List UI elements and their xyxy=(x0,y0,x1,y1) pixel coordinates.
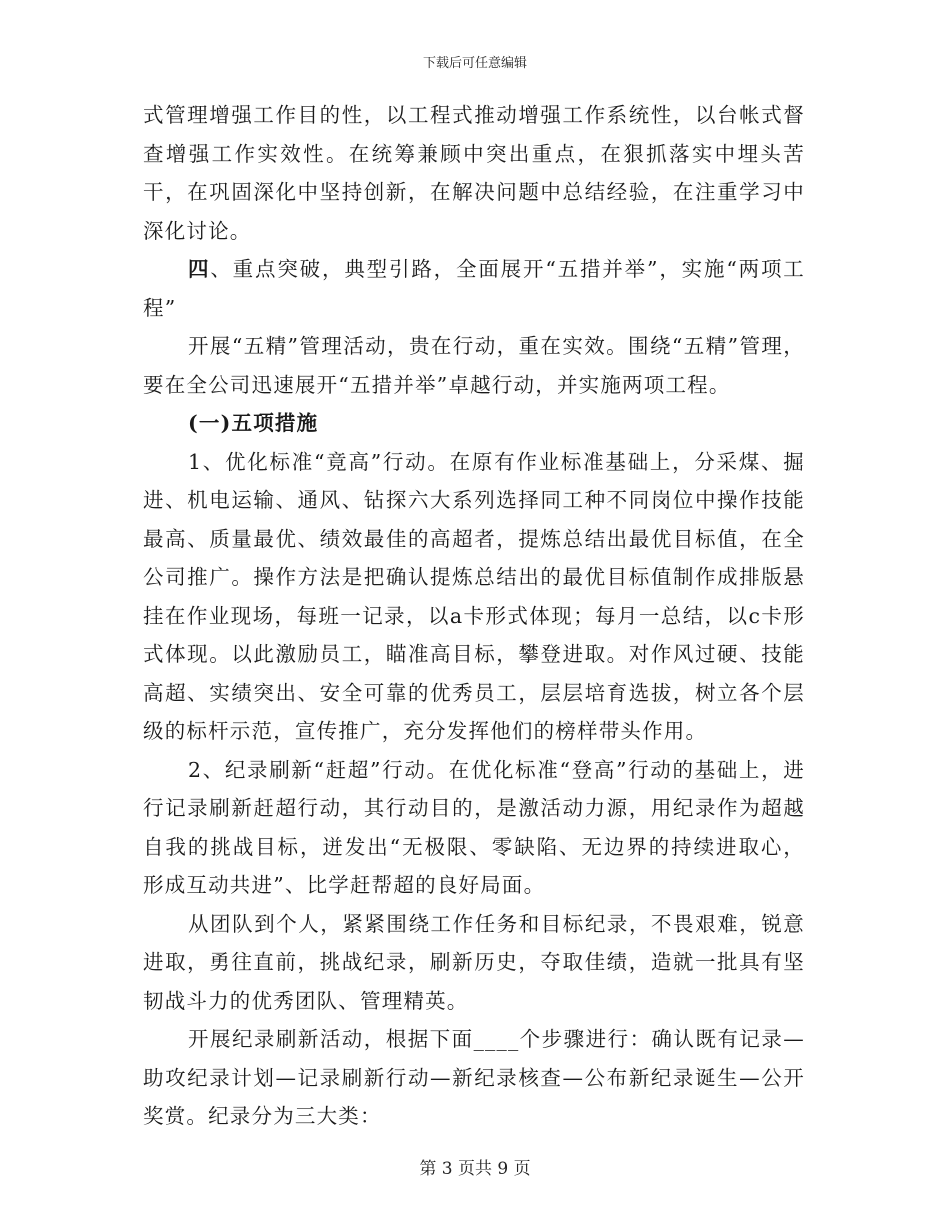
document-body xyxy=(143,96,805,1136)
paragraph-1: 式管理增强工作目的性，以工程式推动增强工作系统性，以台帐式督查增强工作实效性。在统筹兼顾中突出重点，在狠抓落实中埋头苦干，在巩固深化中坚持创新，在解决问题中总结经验，在注重学习中深化讨论。 xyxy=(143,103,805,243)
section-heading-four xyxy=(143,250,805,327)
paragraph-6: 2、纪录刷新“赶超”行动。在优化标准“登高”行动的基础上，进行记录刷新赶超行动，其行动目的，是激活动力源，用纪录作为超越自我的挑战目标，迸发出“无极限、零缺陷、无边界的持续进取心，形成互动共进”、比学赶帮超的良好局面。 xyxy=(143,757,805,897)
paragraph-7: 从团队到个人，紧紧围绕工作任务和目标纪录，不畏艰难，锐意进取，勇往直前，挑战纪录，刷新历史，夺取佳绩，造就一批具有坚韧战斗力的优秀团队、管理精英。 xyxy=(143,911,805,1013)
paragraph-3: 开展“五精”管理活动，贵在行动，重在实效。围绕“五精”管理，要在全公司迅速展开“五措并举”卓越行动，并实施两项工程。 xyxy=(143,334,805,397)
paragraph-8: 开展纪录刷新活动，根据下面____个步骤进行：确认既有记录—助攻纪录计划—记录刷新行动—新纪录核查—公布新纪录诞生—公开奖赏。纪录分为三大类： xyxy=(143,1027,805,1128)
paragraph-5: 1、优化标准“竟高”行动。在原有作业标准基础上，分采煤、掘进、机电运输、通风、钻探六大系列选择同工种不同岗位中操作技能最高、质量最优、绩效最佳的高超者，提炼总结出最优目标值，在全公司推广。操作方法是把确认提炼总结出的最优目标值制作成排版悬挂在作业现场，每班一记录，以a卡形式体现；每月一总结，以c卡形式体现。以此激励员工，瞄准高目标，攀登进取。对作风过硬、技能高超、实绩突出、安全可靠的优秀员工，层层培育选拔，树立各个层级的标杆示范，宣传推广，充分发挥他们的榜样带头作用。 xyxy=(143,449,805,743)
page-header: 下载后可任意编辑 xyxy=(422,56,527,71)
subsection-heading: (一)五项措施 xyxy=(188,411,319,435)
section-number: 四 xyxy=(188,257,211,281)
page-footer: 第 3 页共 9 页 xyxy=(419,1159,531,1179)
section-heading-text: 、重点突破，典型引路，全面展开“五措并举”，实施“两项工程” xyxy=(143,257,805,320)
